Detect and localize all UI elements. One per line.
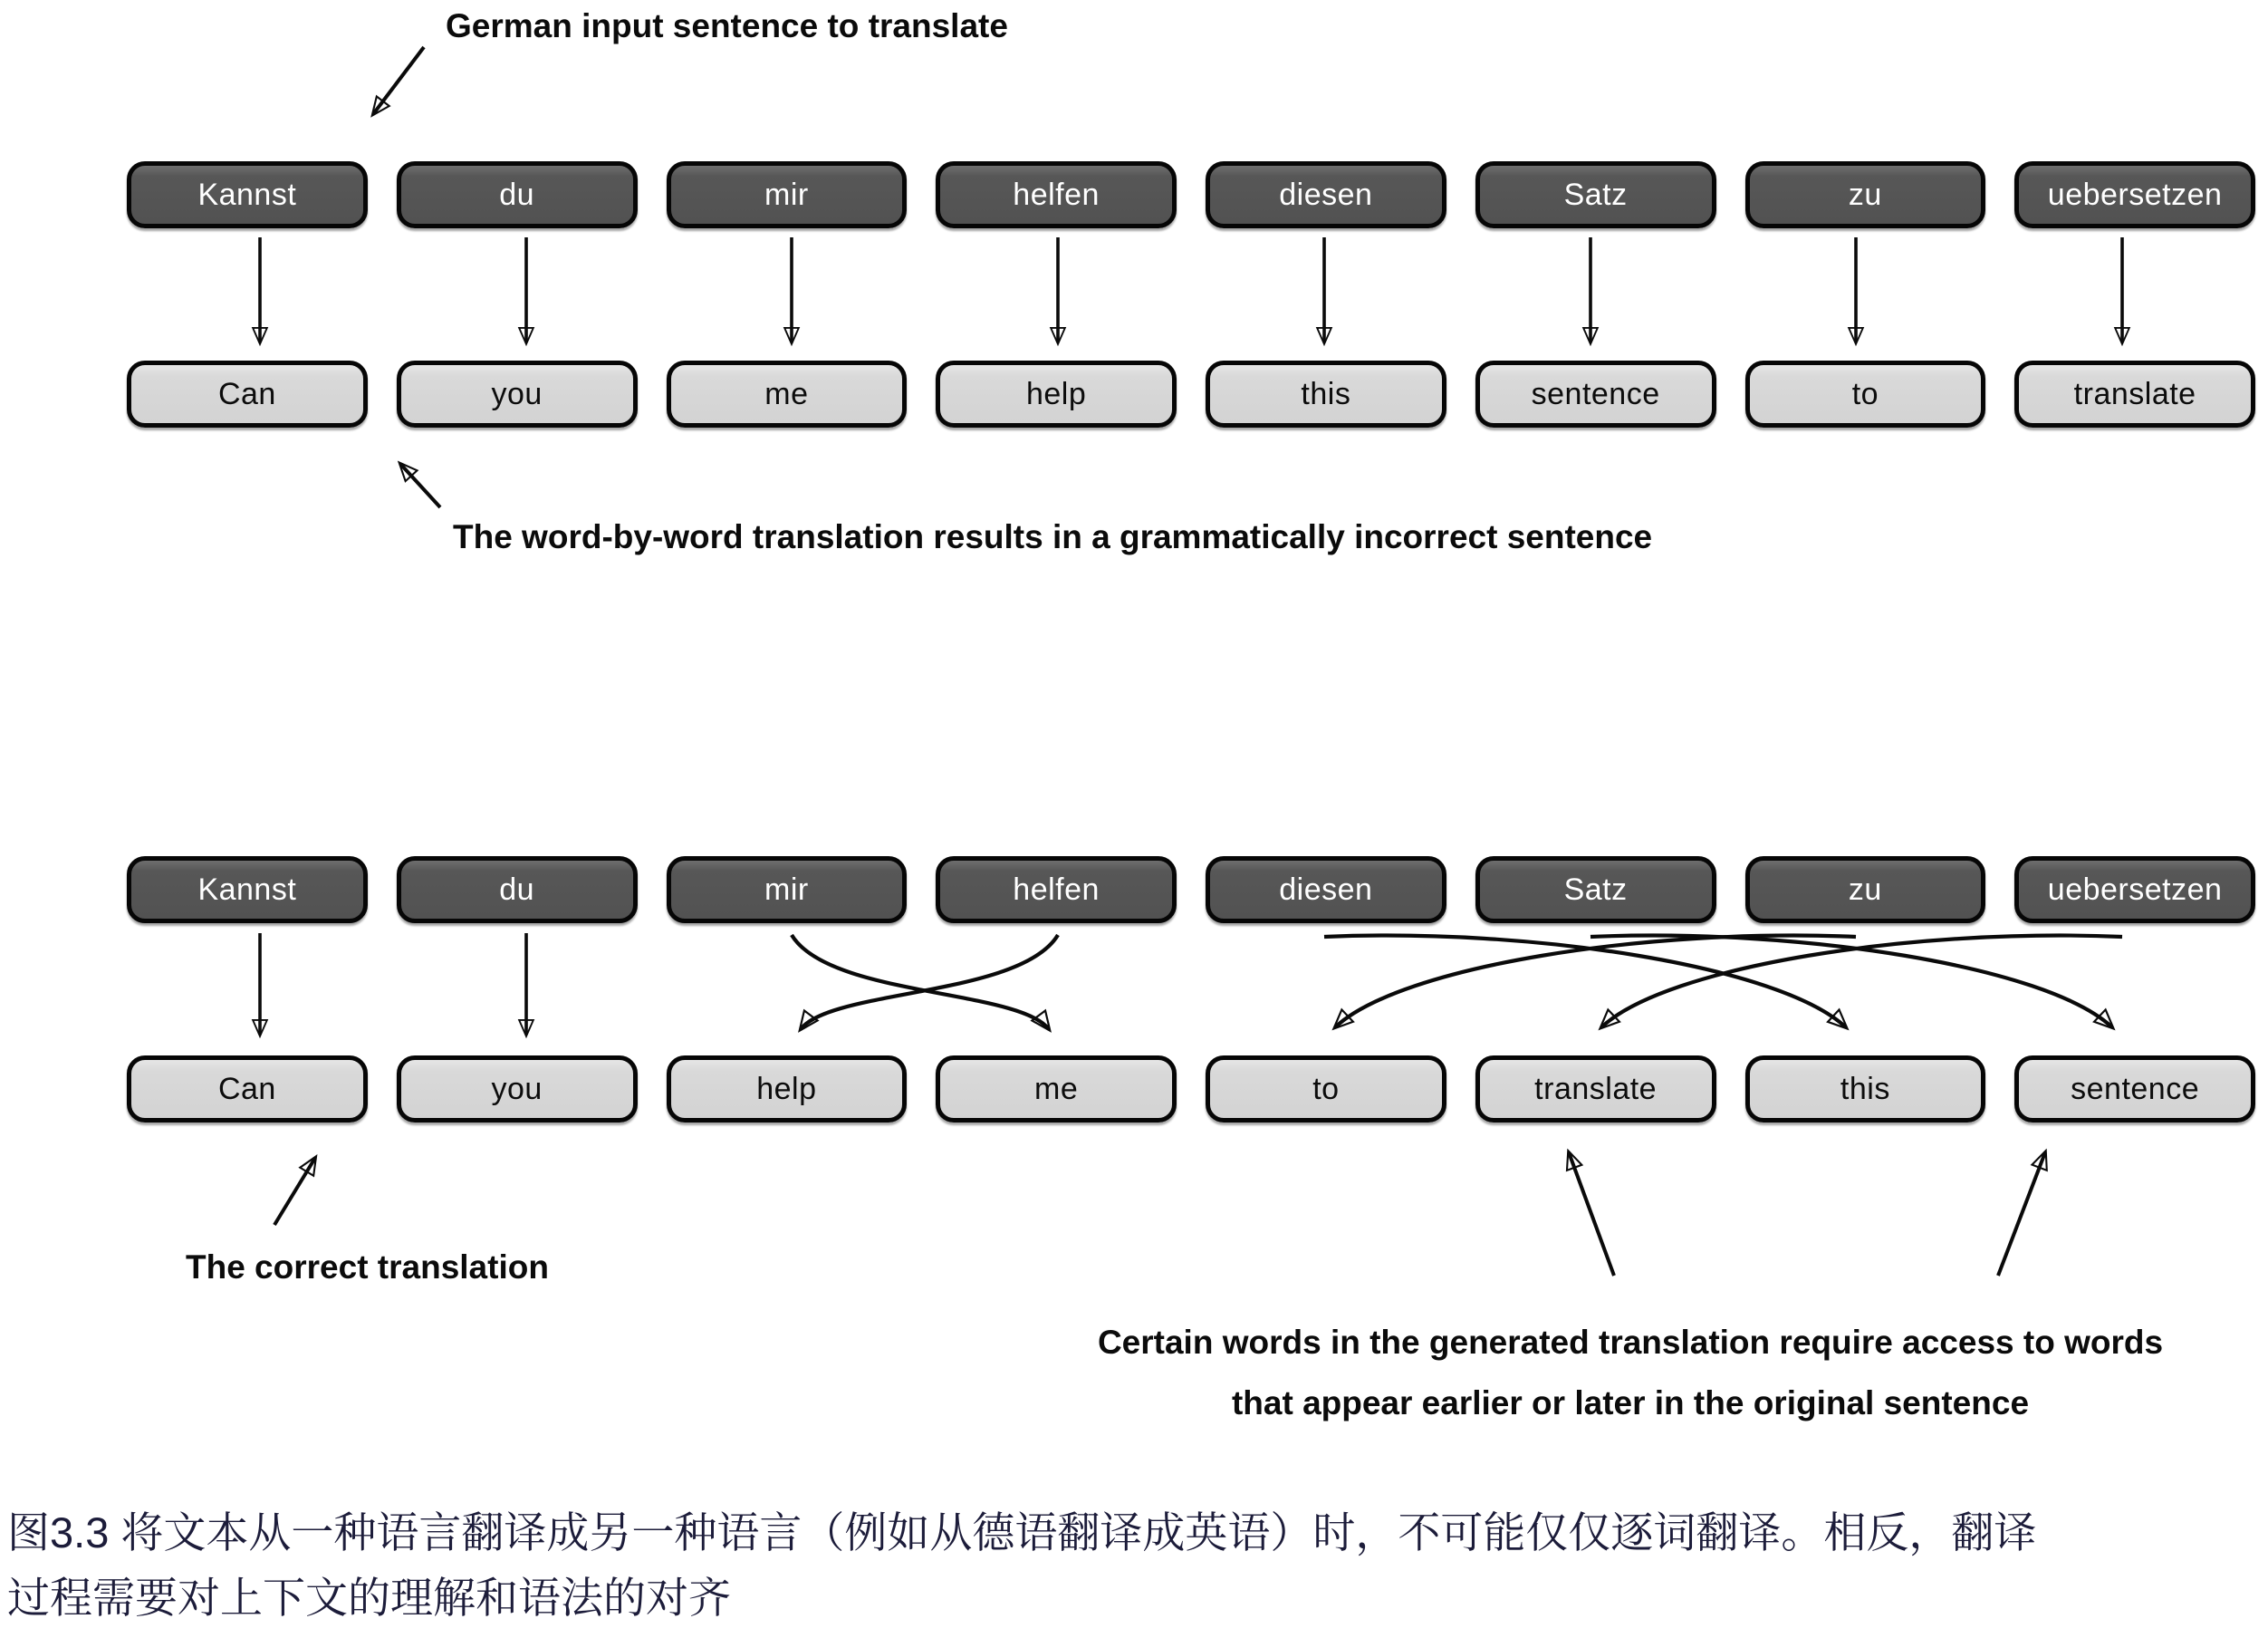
- word-by-word-note-arrow: [400, 464, 440, 507]
- german-input-label: German input sentence to translate: [446, 7, 1008, 44]
- arrow-satz-sentence: [1590, 936, 2112, 1027]
- figure-caption-line1: 图3.3 将文本从一种语言翻译成另一种语言（例如从德语翻译成英语）时，不可能仅仅逐词翻译。相反，翻译: [7, 1508, 2037, 1556]
- german-word-pill: zu: [1745, 856, 1986, 923]
- context-note-arrow-translate: [1569, 1152, 1614, 1276]
- german-word-pill: helfen: [936, 161, 1177, 228]
- english-word-pill: you: [397, 361, 638, 428]
- arrow-mir-me: [792, 935, 1049, 1029]
- german-word-pill: diesen: [1206, 161, 1446, 228]
- german-source-row-1: [127, 161, 2255, 228]
- english-word-pill: translate: [2014, 361, 2255, 428]
- word-by-word-arrows: [260, 237, 2122, 342]
- german-word-pill: Kannst: [127, 161, 368, 228]
- figure-caption-line2: 过程需要对上下文的理解和语法的对齐: [7, 1574, 731, 1622]
- arrow-uebersetzen-translate: [1601, 936, 2122, 1027]
- figure-caption: [7, 1500, 2263, 1631]
- english-word-pill: you: [397, 1055, 638, 1123]
- correct-note-arrow: [274, 1158, 315, 1225]
- english-word-pill: Can: [127, 1055, 368, 1123]
- german-word-pill: du: [397, 856, 638, 923]
- english-word-pill: help: [936, 361, 1177, 428]
- context-access-note: [1042, 1312, 2219, 1433]
- english-word-pill: sentence: [1475, 361, 1716, 428]
- english-word-pill: me: [667, 361, 908, 428]
- german-word-pill: uebersetzen: [2014, 161, 2255, 228]
- label-pointer-arrow: [373, 47, 424, 114]
- english-word-by-word-row: [127, 361, 2255, 428]
- arrow-helfen-help: [801, 935, 1058, 1029]
- correct-translation-note: The correct translation: [186, 1248, 549, 1286]
- german-word-pill: mir: [667, 856, 908, 923]
- english-correct-row: [127, 1055, 2255, 1123]
- german-source-row-2: [127, 856, 2255, 923]
- german-word-pill: helfen: [936, 856, 1177, 923]
- english-word-pill: this: [1206, 361, 1446, 428]
- arrow-diesen-this: [1324, 936, 1846, 1027]
- context-access-note-line2: that appear earlier or later in the original sentence: [1231, 1384, 2030, 1421]
- german-word-pill: Satz: [1475, 161, 1716, 228]
- german-word-pill: diesen: [1206, 856, 1446, 923]
- english-word-pill: Can: [127, 361, 368, 428]
- arrow-zu-to: [1335, 936, 1856, 1027]
- german-word-pill: Kannst: [127, 856, 368, 923]
- context-note-arrow-sentence: [1998, 1152, 2045, 1276]
- english-word-pill: help: [667, 1055, 908, 1123]
- english-word-pill: translate: [1475, 1055, 1716, 1123]
- english-word-pill: this: [1745, 1055, 1986, 1123]
- english-word-pill: to: [1745, 361, 1986, 428]
- german-word-pill: mir: [667, 161, 908, 228]
- german-word-pill: zu: [1745, 161, 1986, 228]
- context-access-note-line1: Certain words in the generated translation require access to words: [1097, 1324, 2164, 1361]
- german-word-pill: du: [397, 161, 638, 228]
- english-word-pill: to: [1206, 1055, 1446, 1123]
- english-word-pill: sentence: [2014, 1055, 2255, 1123]
- english-word-pill: me: [936, 1055, 1177, 1123]
- german-word-pill: Satz: [1475, 856, 1716, 923]
- alignment-arrows: [260, 933, 2122, 1035]
- word-by-word-note: The word-by-word translation results in a grammatically incorrect sentence: [453, 518, 1653, 555]
- german-word-pill: uebersetzen: [2014, 856, 2255, 923]
